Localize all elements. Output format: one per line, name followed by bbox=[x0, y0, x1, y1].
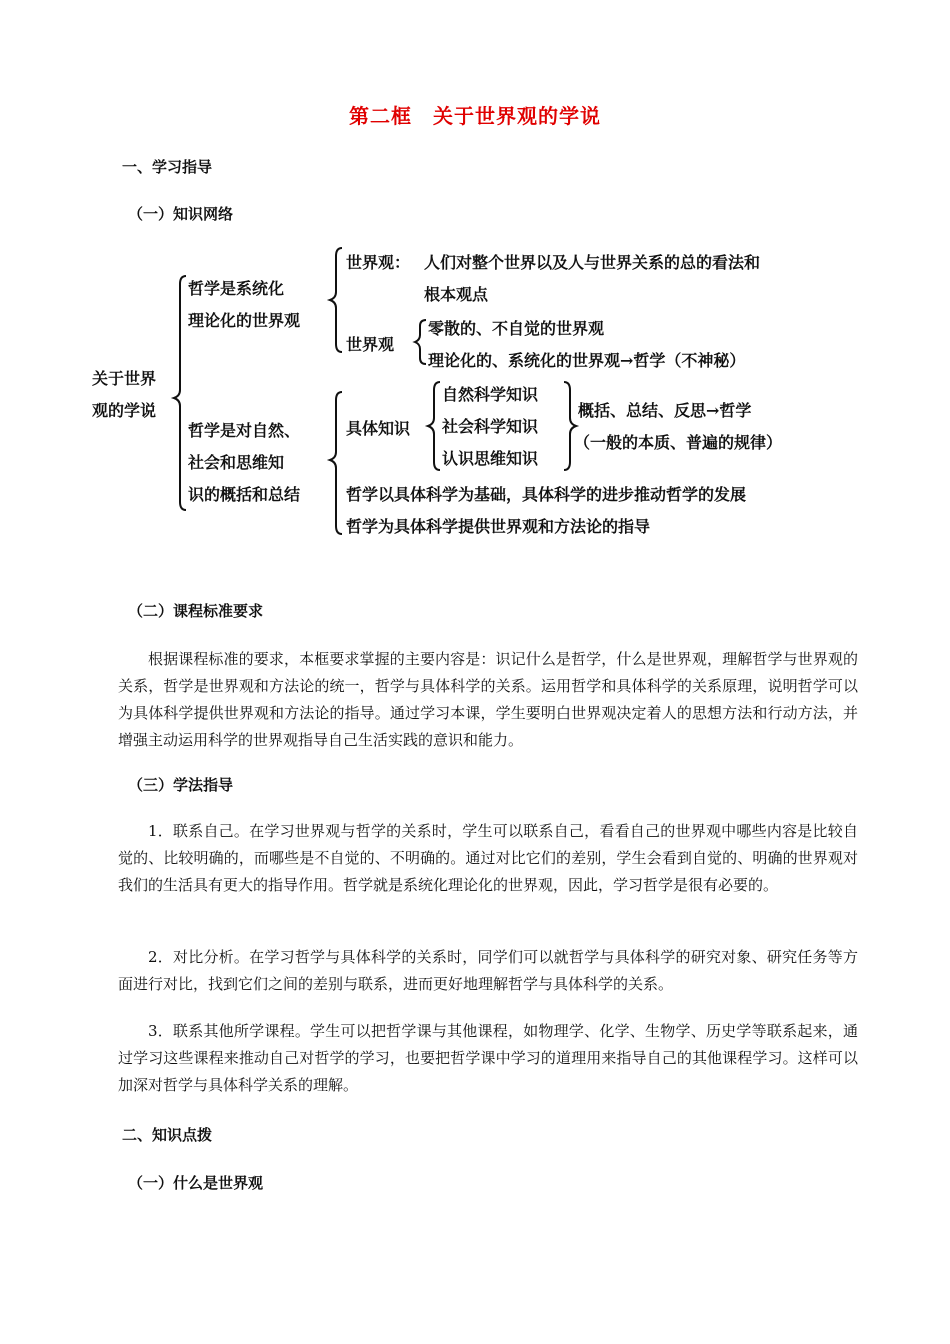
section2-heading: 二、知识点拨 bbox=[122, 1126, 213, 1144]
summary-brace bbox=[564, 382, 576, 470]
worldview-type-scattered: 零散的、不自觉的世界观 bbox=[428, 319, 605, 338]
study-method-heading: （三）学法指导 bbox=[128, 776, 234, 794]
worldview-type-systematic: 理论化的、系统化的世界观→哲学（不神秘） bbox=[428, 351, 746, 370]
study-method-paragraph-3: 3．联系其他所学课程。学生可以把哲学课与其他课程，如物理学、化学、生物学、历史学等联系起来，通过学习这些课程来推动自己对哲学的学习，也要把哲学课中学习的道理用来指导自己的其他课程学习。这样可以加深对哲学与具体科学关系的理解。 bbox=[118, 1022, 858, 1094]
study-method-paragraph-1: 1．联系自己。在学习世界观与哲学的关系时，学生可以联系自己，看看自己的世界观中哪些内容是比较自觉的、比较明确的，而哪些是不自觉的、不明确的。通过对比它们的差别，学生会看到自觉的、明确的世界观对我们的生活具有更大的指导作用。哲学就是系统化理论化的世界观，因此，学习哲学是很有必要的。 bbox=[118, 822, 858, 894]
worldview-definition-label: 世界观： bbox=[346, 253, 411, 272]
knowledge-brace bbox=[428, 382, 440, 470]
branch1-line-1: 哲学是系统化 bbox=[188, 279, 285, 298]
branch1-brace bbox=[330, 248, 342, 352]
branch2-line-2: 社会和思维知 bbox=[188, 453, 285, 472]
branch2-brace bbox=[330, 392, 342, 534]
summary-line-1: 概括、总结、反思→哲学 bbox=[578, 401, 752, 420]
worldview-brace bbox=[415, 320, 426, 364]
summary-line-2: （一般的本质、普遍的规律） bbox=[574, 433, 783, 452]
curriculum-standards-heading: （二）课程标准要求 bbox=[128, 602, 264, 620]
knowledge-network-diagram bbox=[88, 240, 878, 540]
curriculum-standards-text: 根据课程标准的要求，本框要求掌握的主要内容是：识记什么是哲学，什么是世界观，理解哲学与世界观的关系，哲学是世界观和方法论的统一，哲学与具体科学的关系。运用哲学和具体科学的关系原理，说明哲学可以为具体科学提供世界观和方法论的指导。通过学习本课，学生要明白世界观决定着人的思想方法和行动方法，并增强主动运用科学的世界观指导自己生活实践的意识和能力。 bbox=[118, 650, 858, 749]
page-title: 第二框 关于世界观的学说 bbox=[349, 104, 601, 128]
thinking-science-knowledge: 认识思维知识 bbox=[442, 449, 539, 468]
branch2-line-1: 哲学是对自然、 bbox=[188, 421, 301, 440]
philosophy-science-relation-2: 哲学为具体科学提供世界观和方法论的指导 bbox=[346, 517, 651, 536]
what-is-worldview-heading: （一）什么是世界观 bbox=[128, 1174, 264, 1192]
knowledge-network-heading: （一）知识网络 bbox=[128, 205, 234, 223]
section1-heading: 一、学习指导 bbox=[122, 158, 213, 176]
branch2-line-3: 识的概括和总结 bbox=[188, 485, 301, 504]
worldview-types-label: 世界观 bbox=[346, 335, 395, 354]
branch1-line-2: 理论化的世界观 bbox=[188, 311, 301, 330]
study-method-paragraph-2: 2．对比分析。在学习哲学与具体科学的关系时，同学们可以就哲学与具体科学的研究对象、研究任务等方面进行对比，找到它们之间的差别与联系，进而更好地理解哲学与具体科学的关系。 bbox=[118, 948, 858, 993]
philosophy-science-relation-1: 哲学以具体科学为基础，具体科学的进步推动哲学的发展 bbox=[346, 485, 747, 504]
root-line-2: 观的学说 bbox=[92, 401, 157, 420]
concrete-knowledge-label: 具体知识 bbox=[346, 419, 411, 438]
social-science-knowledge: 社会科学知识 bbox=[442, 417, 539, 436]
natural-science-knowledge: 自然科学知识 bbox=[442, 385, 539, 404]
worldview-definition-text-1: 人们对整个世界以及人与世界关系的总的看法和 bbox=[424, 253, 761, 272]
root-brace bbox=[174, 276, 186, 510]
worldview-definition-text-2: 根本观点 bbox=[424, 285, 489, 304]
root-line-1: 关于世界 bbox=[92, 369, 157, 388]
